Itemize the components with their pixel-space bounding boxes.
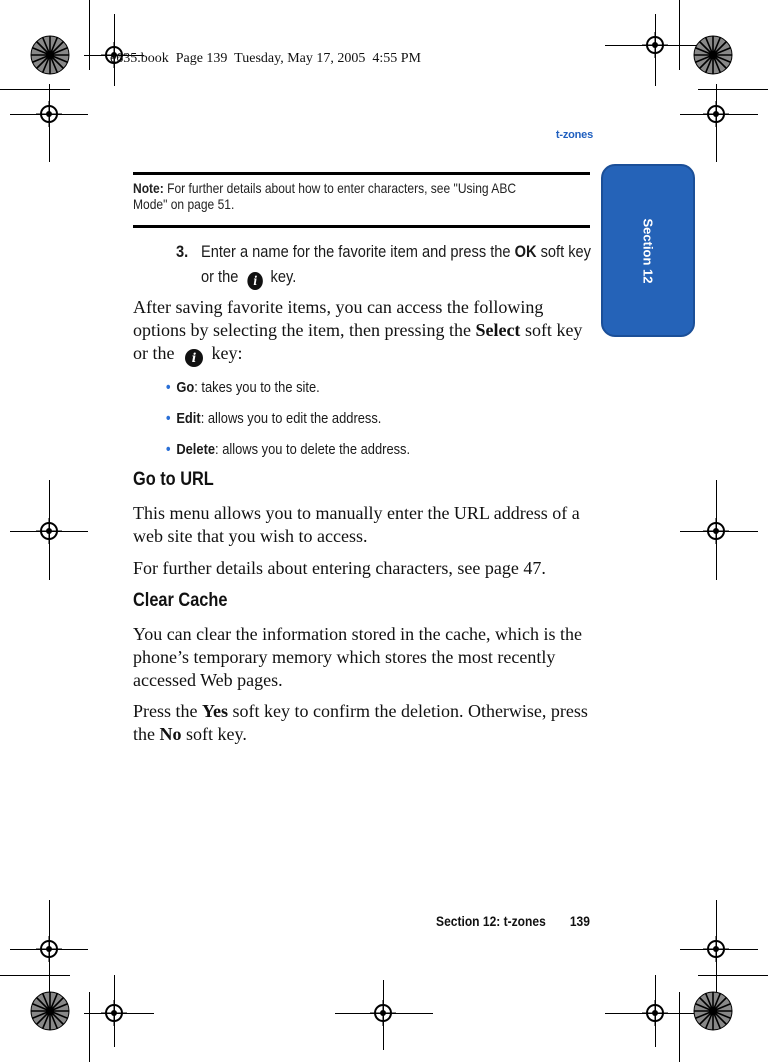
running-head: t-zones — [555, 129, 593, 141]
registration-target-icon — [703, 101, 729, 127]
registration-target-icon — [101, 1000, 127, 1026]
yes-key-label: Yes — [202, 701, 228, 721]
clear-cache-paragraph: You can clear the information stored in the cache, which is the phone’s temporary memory which stores the most recently accessed Web pages. — [133, 624, 583, 690]
ok-key-label: OK — [514, 242, 537, 261]
section-tab — [601, 164, 695, 337]
bullet-desc: : allows you to edit the address. — [200, 410, 382, 427]
starburst-target-icon — [30, 991, 70, 1031]
crop-line — [698, 89, 768, 90]
footer-section: Section 12: t-zones — [436, 913, 546, 929]
registration-target-icon — [36, 101, 62, 127]
select-key-label: Select — [475, 320, 521, 340]
starburst-target-icon — [693, 991, 733, 1031]
clear-cache-text-part: Press the — [133, 701, 202, 721]
registration-target-icon — [642, 32, 668, 58]
bullet-term: Edit — [176, 410, 201, 427]
note-label: Note: — [133, 180, 164, 196]
crop-line — [679, 992, 680, 1062]
section-heading-clear-cache: Clear Cache — [133, 590, 228, 611]
section-heading-go-to-url: Go to URL — [133, 469, 214, 490]
registration-target-icon — [703, 518, 729, 544]
note-text: For further details about how to enter characters, see "Using ABC Mode" on page 51. — [133, 180, 517, 212]
clear-cache-paragraph-2 — [133, 700, 593, 746]
step-text-part: Enter a name for the favorite item and press the — [200, 242, 515, 261]
step-number: 3. — [176, 242, 189, 261]
bullet-desc: : takes you to the site. — [194, 379, 320, 396]
go-to-url-paragraph-2: For further details about entering characters, see page 47. — [133, 558, 546, 578]
page-footer — [436, 913, 590, 929]
bullet-desc: : allows you to delete the address. — [215, 441, 411, 458]
intro-text-part: key: — [206, 343, 243, 363]
section-tab-label: Section 12 — [640, 217, 656, 284]
registration-target-icon — [36, 936, 62, 962]
intro-text-part: soft key or the — [133, 320, 583, 363]
go-to-url-paragraph: This menu allows you to manually enter the URL address of a web site that you wish to access. — [133, 503, 580, 546]
registration-target-icon — [642, 1000, 668, 1026]
bullet-term: Delete — [176, 441, 216, 458]
bullet-term: Go — [176, 379, 195, 396]
clear-cache-text-part: soft key. — [181, 724, 247, 744]
ok-key-icon: i — [185, 349, 203, 367]
bullet-icon: • — [166, 379, 171, 396]
print-slug: e635.book Page 139 Tuesday, May 17, 2005 4:55 PM — [110, 51, 421, 66]
no-key-label: No — [159, 724, 182, 744]
note-top-rule — [133, 172, 590, 175]
registration-target-icon — [703, 936, 729, 962]
clear-cache-text-part: soft key to confirm the deletion. Otherwise, press the — [133, 701, 588, 744]
note-bottom-rule — [133, 225, 590, 228]
step-text-part: key. — [266, 267, 297, 286]
starburst-target-icon — [693, 35, 733, 75]
ok-key-icon: i — [248, 272, 263, 290]
page-number: 139 — [569, 913, 590, 929]
note — [133, 180, 520, 212]
crop-line — [698, 975, 768, 976]
crop-line — [89, 992, 90, 1062]
step-text-part: soft key or the — [200, 242, 592, 286]
bullet-icon: • — [166, 410, 171, 427]
intro-text-part: After saving favorite items, you can access the following options by selecting the item, then pressing the — [133, 297, 544, 340]
registration-target-icon — [370, 1000, 396, 1026]
step-text — [201, 239, 597, 290]
crop-line — [89, 0, 90, 70]
starburst-target-icon — [30, 35, 70, 75]
bullet-icon: • — [166, 441, 171, 458]
crop-line — [0, 89, 70, 90]
crop-line — [679, 0, 680, 70]
intro-paragraph — [133, 296, 593, 367]
crop-line — [0, 975, 70, 976]
registration-target-icon — [36, 518, 62, 544]
